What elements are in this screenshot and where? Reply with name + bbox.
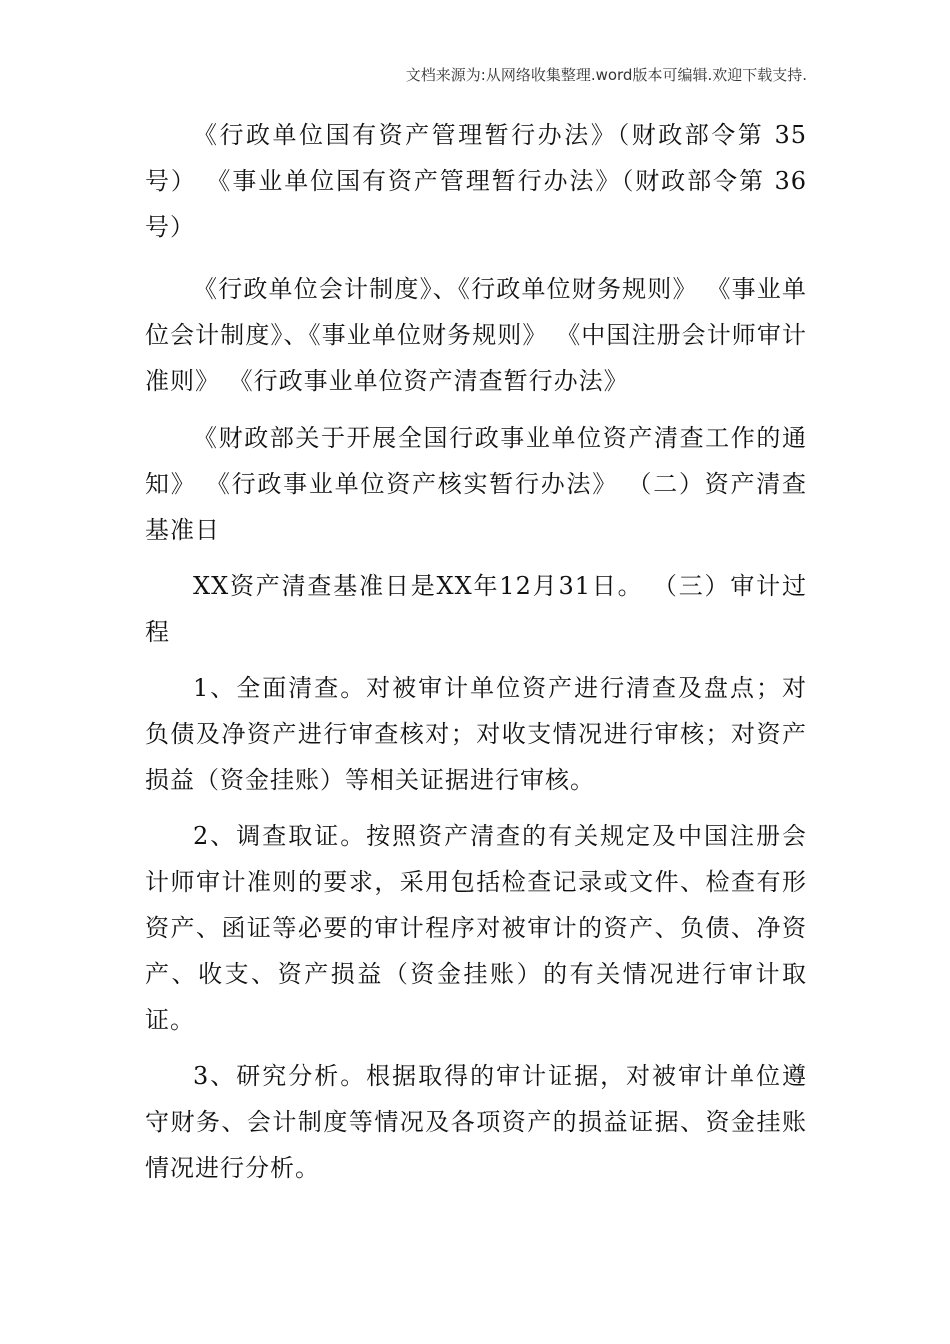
paragraph-evidence-collection: 2、调查取证。按照资产清查的有关规定及中国注册会计师审计准则的要求，采用包括检查记录或文件、检查有形资产、函证等必要的审计程序对被审计的资产、负债、净资产、收支、资产损益（资金挂账）的有关情况进行审计取证。: [145, 822, 807, 1034]
document-body: [145, 112, 807, 1191]
paragraph-regulations-accounting: 《行政单位会计制度》、《行政单位财务规则》 《事业单位会计制度》、《事业单位财务规则》 《中国注册会计师审计准则》 《行政事业单位资产清查暂行办法》: [145, 275, 807, 395]
paragraph-full-inventory: 1、全面清查。对被审计单位资产进行清查及盘点；对负债及净资产进行审查核对；对收支情况进行审核；对资产损益（资金挂账）等相关证据进行审核。: [145, 674, 807, 794]
paragraph-regulations-notice: 《财政部关于开展全国行政事业单位资产清查工作的通知》 《行政事业单位资产核实暂行办法》 （二）资产清查基准日: [145, 424, 807, 544]
paragraph-regulations-state-assets: 《行政单位国有资产管理暂行办法》（财政部令第 35 号） 《事业单位国有资产管理暂行办法》（财政部令第 36 号）: [145, 121, 807, 241]
source-note-header: 文档来源为:从网络收集整理.word版本可编辑.欢迎下载支持.: [405, 66, 807, 84]
paragraph-analysis: 3、研究分析。根据取得的审计证据，对被审计单位遵守财务、会计制度等情况及各项资产的损益证据、资金挂账情况进行分析。: [145, 1062, 807, 1182]
paragraph-base-date: XX资产清查基准日是XX年12月31日。 （三）审计过程: [145, 572, 807, 646]
